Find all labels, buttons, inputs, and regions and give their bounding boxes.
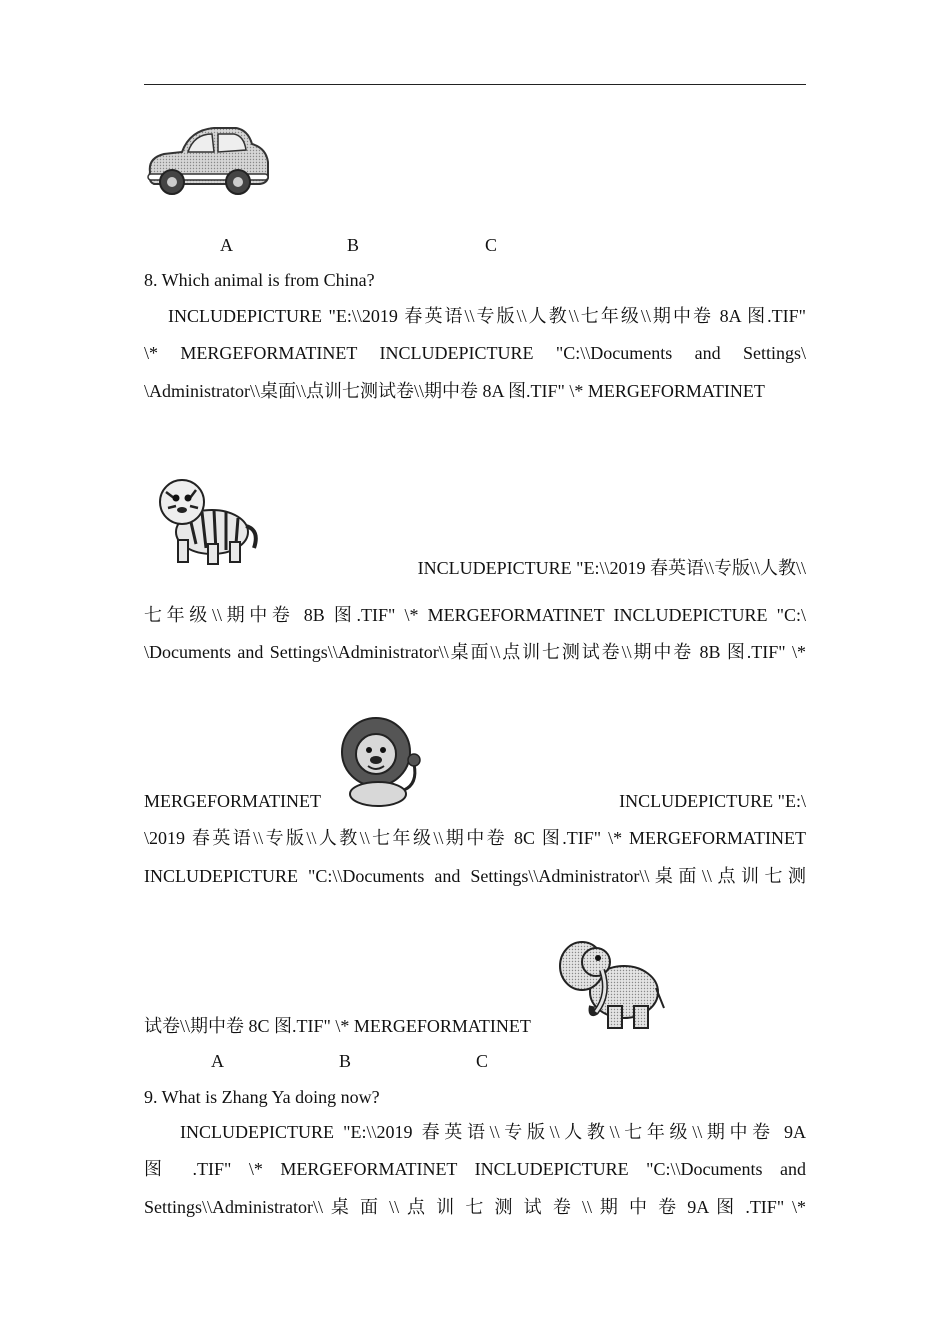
question-9: 9. What is Zhang Ya doing now?	[144, 1087, 380, 1107]
field-code-line: Settings\\Administrator\\ 桌 面 \\ 点 训 七 测 试 卷 \\ 期 中 卷 9A 图 .TIF" \*	[144, 1197, 806, 1217]
car-picture	[144, 122, 272, 198]
option-c-label: C	[476, 1051, 489, 1071]
field-code-line: \2019 春英语\\专版\\人教\\七年级\\期中卷 8C 图.TIF" \* MERGEFORMATINET	[144, 828, 806, 848]
field-code-line: INCLUDEPICTURE "E:\\2019 春英语\\专版\\人教\\	[417, 558, 806, 578]
option-b-label: B	[339, 1051, 352, 1071]
field-code-line: \Administrator\\桌面\\点训七测试卷\\期中卷 8A 图.TIF" \* MERGEFORMATINET	[144, 381, 765, 401]
field-code-line: MERGEFORMATINET	[144, 791, 322, 811]
field-code-line: INCLUDEPICTURE "E:\\2019 春英语\\专版\\人教\\七年级\\期中卷 8A 图.TIF"	[168, 306, 806, 326]
elephant-picture	[556, 936, 668, 1034]
question-8: 8. Which animal is from China?	[144, 270, 375, 290]
field-code-line: 试卷\\期中卷 8C 图.TIF" \* MERGEFORMATINET	[144, 1016, 531, 1036]
header-rule	[144, 84, 806, 85]
field-code-line: \* MERGEFORMATINET INCLUDEPICTURE "C:\\Documents and Settings\	[144, 343, 806, 363]
option-a-label: A	[211, 1051, 224, 1071]
option-b-label: B	[347, 235, 360, 255]
field-code-line: INCLUDEPICTURE "C:\\Documents and Settings\\Administrator\\桌面\\点训七测	[144, 866, 806, 886]
field-code-line: 图 .TIF" \* MERGEFORMATINET INCLUDEPICTURE "C:\\Documents and	[144, 1159, 806, 1179]
tiger-picture	[150, 474, 262, 574]
field-code-line: 七年级\\期中卷 8B 图.TIF" \* MERGEFORMATINET INCLUDEPICTURE "C:\	[144, 605, 806, 625]
lion-picture	[338, 714, 426, 808]
option-a-label: A	[220, 235, 233, 255]
option-c-label: C	[485, 235, 498, 255]
field-code-line: INCLUDEPICTURE "E:\	[619, 791, 806, 811]
field-code-line: \Documents and Settings\\Administrator\\桌面\\点训七测试卷\\期中卷 8B 图.TIF" \*	[144, 642, 806, 662]
field-code-line: INCLUDEPICTURE "E:\\2019 春英语\\专版\\人教\\七年级\\期中卷 9A	[180, 1122, 806, 1142]
